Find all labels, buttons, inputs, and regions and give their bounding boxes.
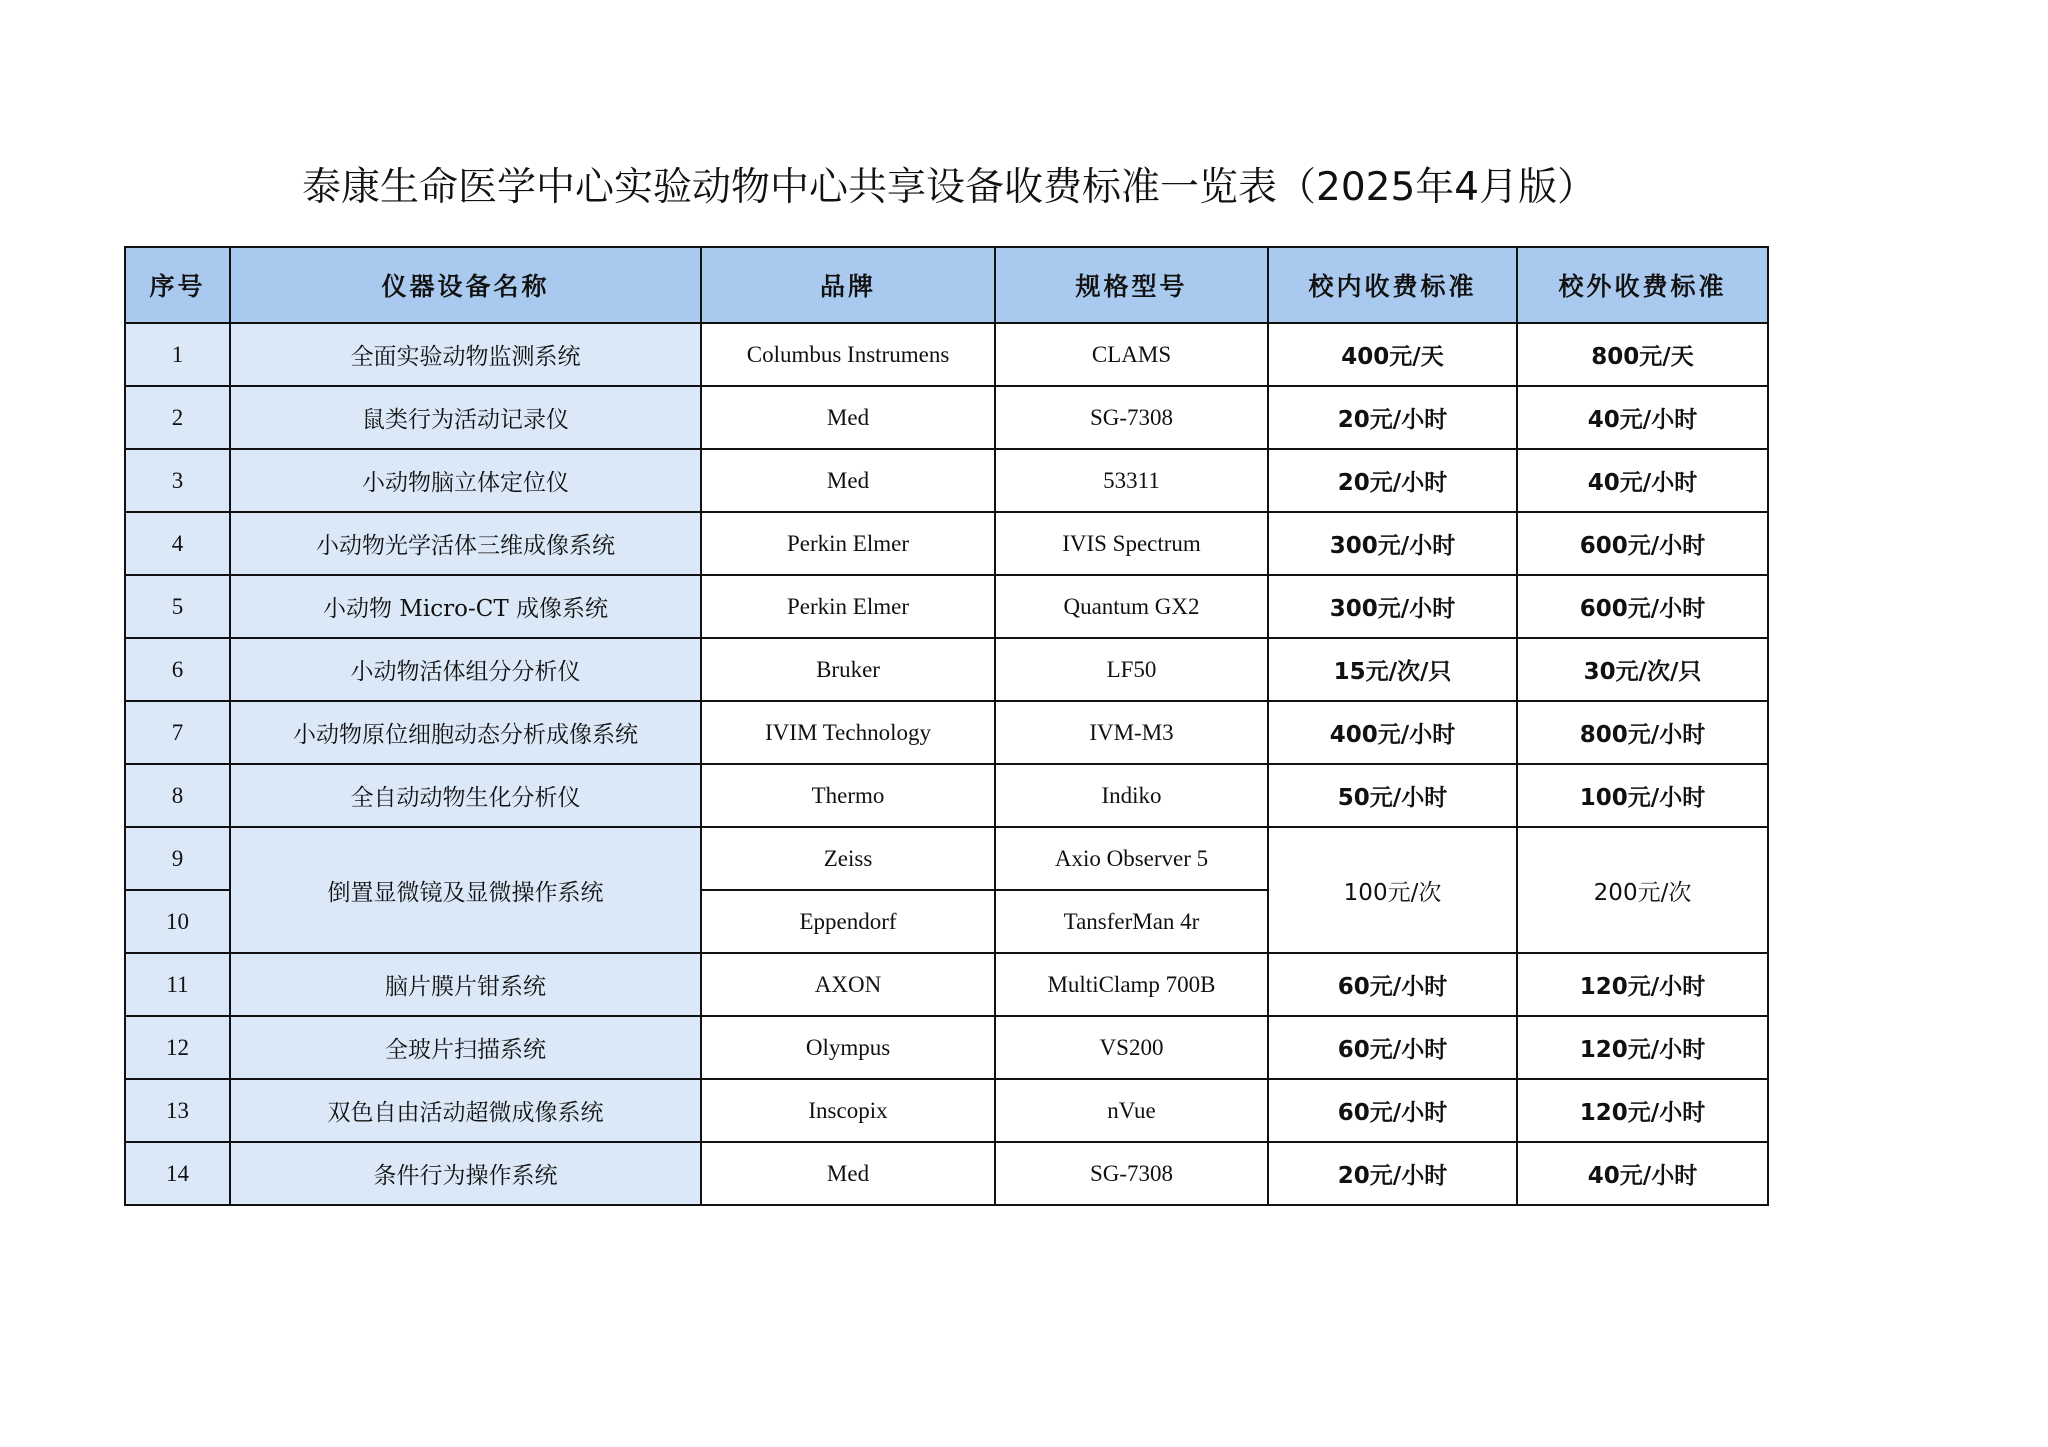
header-name: 仪器设备名称	[230, 247, 701, 323]
name-cell: 小动物光学活体三维成像系统	[230, 512, 701, 575]
name-cell: 条件行为操作系统	[230, 1142, 701, 1205]
seq-cell: 2	[125, 386, 230, 449]
brand-cell: Med	[701, 449, 995, 512]
merged-name-cell: 倒置显微镜及显微操作系统	[230, 827, 701, 953]
internal-fee-cell: 400元/天	[1268, 323, 1517, 386]
brand-cell: AXON	[701, 953, 995, 1016]
table-row	[125, 827, 1768, 890]
name-cell: 全面实验动物监测系统	[230, 323, 701, 386]
table-row	[125, 1142, 1768, 1205]
model-cell: CLAMS	[995, 323, 1268, 386]
external-fee-cell: 40元/小时	[1517, 1142, 1768, 1205]
name-cell: 小动物活体组分分析仪	[230, 638, 701, 701]
name-cell: 小动物原位细胞动态分析成像系统	[230, 701, 701, 764]
brand-cell: Thermo	[701, 764, 995, 827]
seq-cell: 13	[125, 1079, 230, 1142]
internal-fee-cell: 50元/小时	[1268, 764, 1517, 827]
brand-cell: Inscopix	[701, 1079, 995, 1142]
seq-cell: 6	[125, 638, 230, 701]
brand-cell: Eppendorf	[701, 890, 995, 953]
table-row	[125, 323, 1768, 386]
seq-cell: 1	[125, 323, 230, 386]
seq-cell: 5	[125, 575, 230, 638]
table-row	[125, 512, 1768, 575]
model-cell: VS200	[995, 1016, 1268, 1079]
internal-fee-cell: 300元/小时	[1268, 575, 1517, 638]
model-cell: Quantum GX2	[995, 575, 1268, 638]
brand-cell: Zeiss	[701, 827, 995, 890]
name-cell: 小动物脑立体定位仪	[230, 449, 701, 512]
seq-cell: 9	[125, 827, 230, 890]
internal-fee-cell: 60元/小时	[1268, 1016, 1517, 1079]
name-cell: 全玻片扫描系统	[230, 1016, 701, 1079]
external-fee-cell: 600元/小时	[1517, 512, 1768, 575]
model-cell: IVIS Spectrum	[995, 512, 1268, 575]
seq-cell: 12	[125, 1016, 230, 1079]
external-fee-cell: 800元/小时	[1517, 701, 1768, 764]
table-row	[125, 1016, 1768, 1079]
table-row	[125, 1079, 1768, 1142]
brand-cell: Med	[701, 386, 995, 449]
seq-cell: 7	[125, 701, 230, 764]
internal-fee-cell: 400元/小时	[1268, 701, 1517, 764]
external-fee-cell: 40元/小时	[1517, 386, 1768, 449]
table-row	[125, 764, 1768, 827]
internal-fee-cell: 15元/次/只	[1268, 638, 1517, 701]
brand-cell: IVIM Technology	[701, 701, 995, 764]
header-seq: 序号	[125, 247, 230, 323]
brand-cell: Med	[701, 1142, 995, 1205]
external-fee-cell: 120元/小时	[1517, 1079, 1768, 1142]
internal-fee-cell: 300元/小时	[1268, 512, 1517, 575]
header-row	[125, 247, 1768, 323]
table-row	[125, 386, 1768, 449]
merged-internal-fee-cell: 100元/次	[1268, 827, 1517, 953]
name-cell: 脑片膜片钳系统	[230, 953, 701, 1016]
external-fee-cell: 800元/天	[1517, 323, 1768, 386]
model-cell: 53311	[995, 449, 1268, 512]
external-fee-cell: 120元/小时	[1517, 1016, 1768, 1079]
table-row	[125, 701, 1768, 764]
internal-fee-cell: 20元/小时	[1268, 1142, 1517, 1205]
model-cell: nVue	[995, 1079, 1268, 1142]
seq-cell: 8	[125, 764, 230, 827]
external-fee-cell: 100元/小时	[1517, 764, 1768, 827]
table-row	[125, 953, 1768, 1016]
external-fee-cell: 600元/小时	[1517, 575, 1768, 638]
name-cell: 双色自由活动超微成像系统	[230, 1079, 701, 1142]
model-cell: SG-7308	[995, 386, 1268, 449]
fee-table	[124, 246, 1769, 1206]
table-row	[125, 638, 1768, 701]
header-external-fee: 校外收费标准	[1517, 247, 1768, 323]
model-cell: Indiko	[995, 764, 1268, 827]
header-brand: 品牌	[701, 247, 995, 323]
page-title: 泰康生命医学中心实验动物中心共享设备收费标准一览表（2025年4月版）	[302, 165, 1597, 210]
model-cell: Axio Observer 5	[995, 827, 1268, 890]
seq-cell: 3	[125, 449, 230, 512]
internal-fee-cell: 60元/小时	[1268, 953, 1517, 1016]
brand-cell: Perkin Elmer	[701, 512, 995, 575]
name-cell: 小动物 Micro-CT 成像系统	[230, 575, 701, 638]
seq-cell: 10	[125, 890, 230, 953]
internal-fee-cell: 20元/小时	[1268, 449, 1517, 512]
model-cell: SG-7308	[995, 1142, 1268, 1205]
seq-cell: 4	[125, 512, 230, 575]
header-internal-fee: 校内收费标准	[1268, 247, 1517, 323]
external-fee-cell: 40元/小时	[1517, 449, 1768, 512]
internal-fee-cell: 20元/小时	[1268, 386, 1517, 449]
model-cell: MultiClamp 700B	[995, 953, 1268, 1016]
external-fee-cell: 120元/小时	[1517, 953, 1768, 1016]
name-cell: 全自动动物生化分析仪	[230, 764, 701, 827]
brand-cell: Bruker	[701, 638, 995, 701]
header-model: 规格型号	[995, 247, 1268, 323]
brand-cell: Perkin Elmer	[701, 575, 995, 638]
model-cell: LF50	[995, 638, 1268, 701]
model-cell: IVM-M3	[995, 701, 1268, 764]
seq-cell: 11	[125, 953, 230, 1016]
brand-cell: Olympus	[701, 1016, 995, 1079]
table-row	[125, 449, 1768, 512]
seq-cell: 14	[125, 1142, 230, 1205]
model-cell: TansferMan 4r	[995, 890, 1268, 953]
table-row	[125, 575, 1768, 638]
name-cell: 鼠类行为活动记录仪	[230, 386, 701, 449]
external-fee-cell: 30元/次/只	[1517, 638, 1768, 701]
merged-external-fee-cell: 200元/次	[1517, 827, 1768, 953]
brand-cell: Columbus Instrumens	[701, 323, 995, 386]
internal-fee-cell: 60元/小时	[1268, 1079, 1517, 1142]
